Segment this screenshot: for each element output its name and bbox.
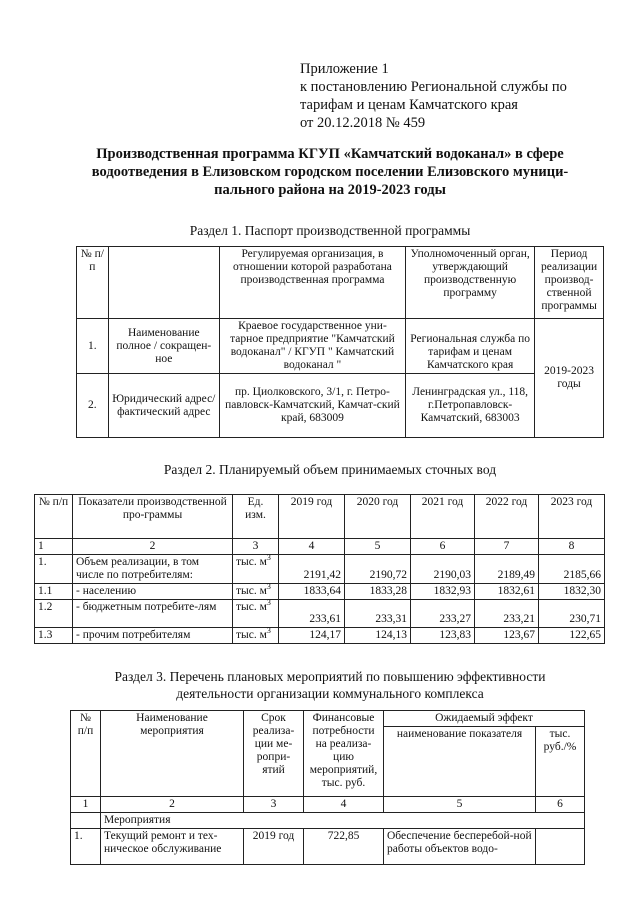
measures-table (70, 710, 585, 865)
table-header-row (77, 247, 604, 319)
header-authority: Уполномоченный орган, утверждающий производственную программу (406, 247, 535, 319)
row-value: 123,83 (411, 628, 475, 644)
row-value: 2190,72 (345, 555, 411, 584)
table-row (35, 555, 605, 584)
row-finance: 722,85 (304, 829, 384, 865)
col-number: 4 (304, 797, 384, 813)
header-effect-value: тыс. руб./% (536, 727, 585, 797)
row-value: 1833,28 (345, 584, 411, 600)
row-label: Наименование полное / сокращен-ное (108, 319, 219, 374)
row-label: Юридический адрес/фактический адрес (108, 374, 219, 438)
row-authority: Региональная служба по тарифам и ценам Камчатского края (406, 319, 535, 374)
col-number: 2 (73, 539, 233, 555)
appendix-line: тарифам и ценам Камчатского края (300, 97, 518, 113)
group-empty (71, 813, 101, 829)
appendix-line: от 20.12.2018 № 459 (300, 115, 426, 131)
section3-title-line: Раздел 3. Перечень плановых мероприятий по повышению эффективности (114, 669, 546, 684)
row-name: - прочим потребителям (73, 628, 233, 644)
header-effect: Ожидаемый эффект (384, 711, 585, 727)
row-value: 124,13 (345, 628, 411, 644)
row-value: 123,67 (475, 628, 539, 644)
document-title (60, 145, 600, 199)
row-value: 2185,66 (539, 555, 605, 584)
table-row (77, 374, 604, 438)
row-unit: тыс. $м^3$ (233, 600, 279, 628)
row-num: 2. (77, 374, 109, 438)
table-row (77, 319, 604, 374)
title-line: водоотведения в Елизовском городском поселении Елизовского муници- (91, 164, 569, 180)
header-empty (108, 247, 219, 319)
header-term: Срок реализа-ции ме-ропри-ятий (244, 711, 304, 797)
row-num: 1.1 (35, 584, 73, 600)
volume-table (34, 494, 605, 644)
col-number: 1 (71, 797, 101, 813)
row-effect-value (536, 829, 585, 865)
row-value: 230,71 (539, 600, 605, 628)
col-number: 7 (475, 539, 539, 555)
header-year: 2021 год (411, 495, 475, 539)
row-value: 233,21 (475, 600, 539, 628)
col-number: 6 (411, 539, 475, 555)
row-org: Краевое государственное уни-тарное предприятие "Камчатский водоканал" / КГУП " Камчатский водоканал " (219, 319, 405, 374)
header-indicator: Показатели производственной про-граммы (73, 495, 233, 539)
group-row (71, 813, 585, 829)
table-row (35, 600, 605, 628)
section2-title: Раздел 2. Планируемый объем принимаемых сточных вод (163, 462, 497, 477)
row-name: Текущий ремонт и тех-ническое обслуживание (101, 829, 244, 865)
row-value: 233,61 (279, 600, 345, 628)
row-value: 2191,42 (279, 555, 345, 584)
row-name: - бюджетным потребите-лям (73, 600, 233, 628)
header-num: № п/п (71, 711, 101, 797)
row-num: 1.3 (35, 628, 73, 644)
table-row (71, 829, 585, 865)
header-unit: Ед. изм. (233, 495, 279, 539)
row-authority: Ленинградская ул., 118, г.Петропавловск-Камчатский, 683003 (406, 374, 535, 438)
group-label: Мероприятия (101, 813, 585, 829)
title-line: Производственная программа КГУП «Камчатский водоканал» в сфере (96, 146, 564, 162)
row-num: 1. (35, 555, 73, 584)
row-num: 1. (77, 319, 109, 374)
col-number: 3 (233, 539, 279, 555)
row-value: 233,31 (345, 600, 411, 628)
header-year: 2020 год (345, 495, 411, 539)
column-number-row (71, 797, 585, 813)
col-number: 8 (539, 539, 605, 555)
title-line: пального района на 2019-2023 годы (214, 182, 446, 198)
row-value: 2189,49 (475, 555, 539, 584)
col-number: 6 (536, 797, 585, 813)
table-header-row (35, 495, 605, 539)
header-year: 2019 год (279, 495, 345, 539)
row-effect: Обеспечение бесперебой-ной работы объектов водо- (384, 829, 536, 865)
col-number: 2 (101, 797, 244, 813)
appendix-block (300, 60, 620, 132)
col-number: 4 (279, 539, 345, 555)
row-value: 233,27 (411, 600, 475, 628)
row-org: пр. Циолковского, 3/1, г. Петро-павловск-Камчатский, Камчат-ский край, 683009 (219, 374, 405, 438)
row-value: 124,17 (279, 628, 345, 644)
row-value: 1833,64 (279, 584, 345, 600)
row-unit: тыс. $м^3$ (233, 555, 279, 584)
passport-table (76, 246, 604, 438)
row-name: Объем реализации, в том числе по потребителям: (73, 555, 233, 584)
column-number-row (35, 539, 605, 555)
row-value: 2190,03 (411, 555, 475, 584)
header-year: 2022 год (475, 495, 539, 539)
header-year: 2023 год (539, 495, 605, 539)
table-header-row (71, 711, 585, 727)
row-unit: тыс. $м^3$ (233, 628, 279, 644)
row-value: 1832,61 (475, 584, 539, 600)
header-name: Наименование мероприятия (101, 711, 244, 797)
row-num: 1.2 (35, 600, 73, 628)
table-row (35, 628, 605, 644)
appendix-line: Приложение 1 (300, 61, 389, 77)
row-num: 1. (71, 829, 101, 865)
col-number: 5 (345, 539, 411, 555)
col-number: 5 (384, 797, 536, 813)
row-unit: тыс. $м^3$ (233, 584, 279, 600)
table-row (35, 584, 605, 600)
row-term: 2019 год (244, 829, 304, 865)
row-value: 1832,30 (539, 584, 605, 600)
header-finance: Финансовые потребности на реализа-цию мероприятий, тыс. руб. (304, 711, 384, 797)
row-value: 122,65 (539, 628, 605, 644)
period-value: 2019-2023 годы (535, 319, 604, 438)
appendix-line: к постановлению Региональной службы по (300, 79, 567, 95)
section1-title: Раздел 1. Паспорт производственной программы (189, 223, 471, 238)
section3-title-line: деятельности организации коммунального комплекса (176, 686, 484, 701)
col-number: 1 (35, 539, 73, 555)
row-name: - населению (73, 584, 233, 600)
header-org: Регулируемая организация, в отношении которой разработана производственная программа (219, 247, 405, 319)
col-number: 3 (244, 797, 304, 813)
section3-title (40, 668, 620, 702)
header-period: Период реализации производ-ственной программы (535, 247, 604, 319)
header-num: № п/п (35, 495, 73, 539)
header-effect-name: наименование показателя (384, 727, 536, 797)
header-num: № п/п (77, 247, 109, 319)
row-value: 1832,93 (411, 584, 475, 600)
